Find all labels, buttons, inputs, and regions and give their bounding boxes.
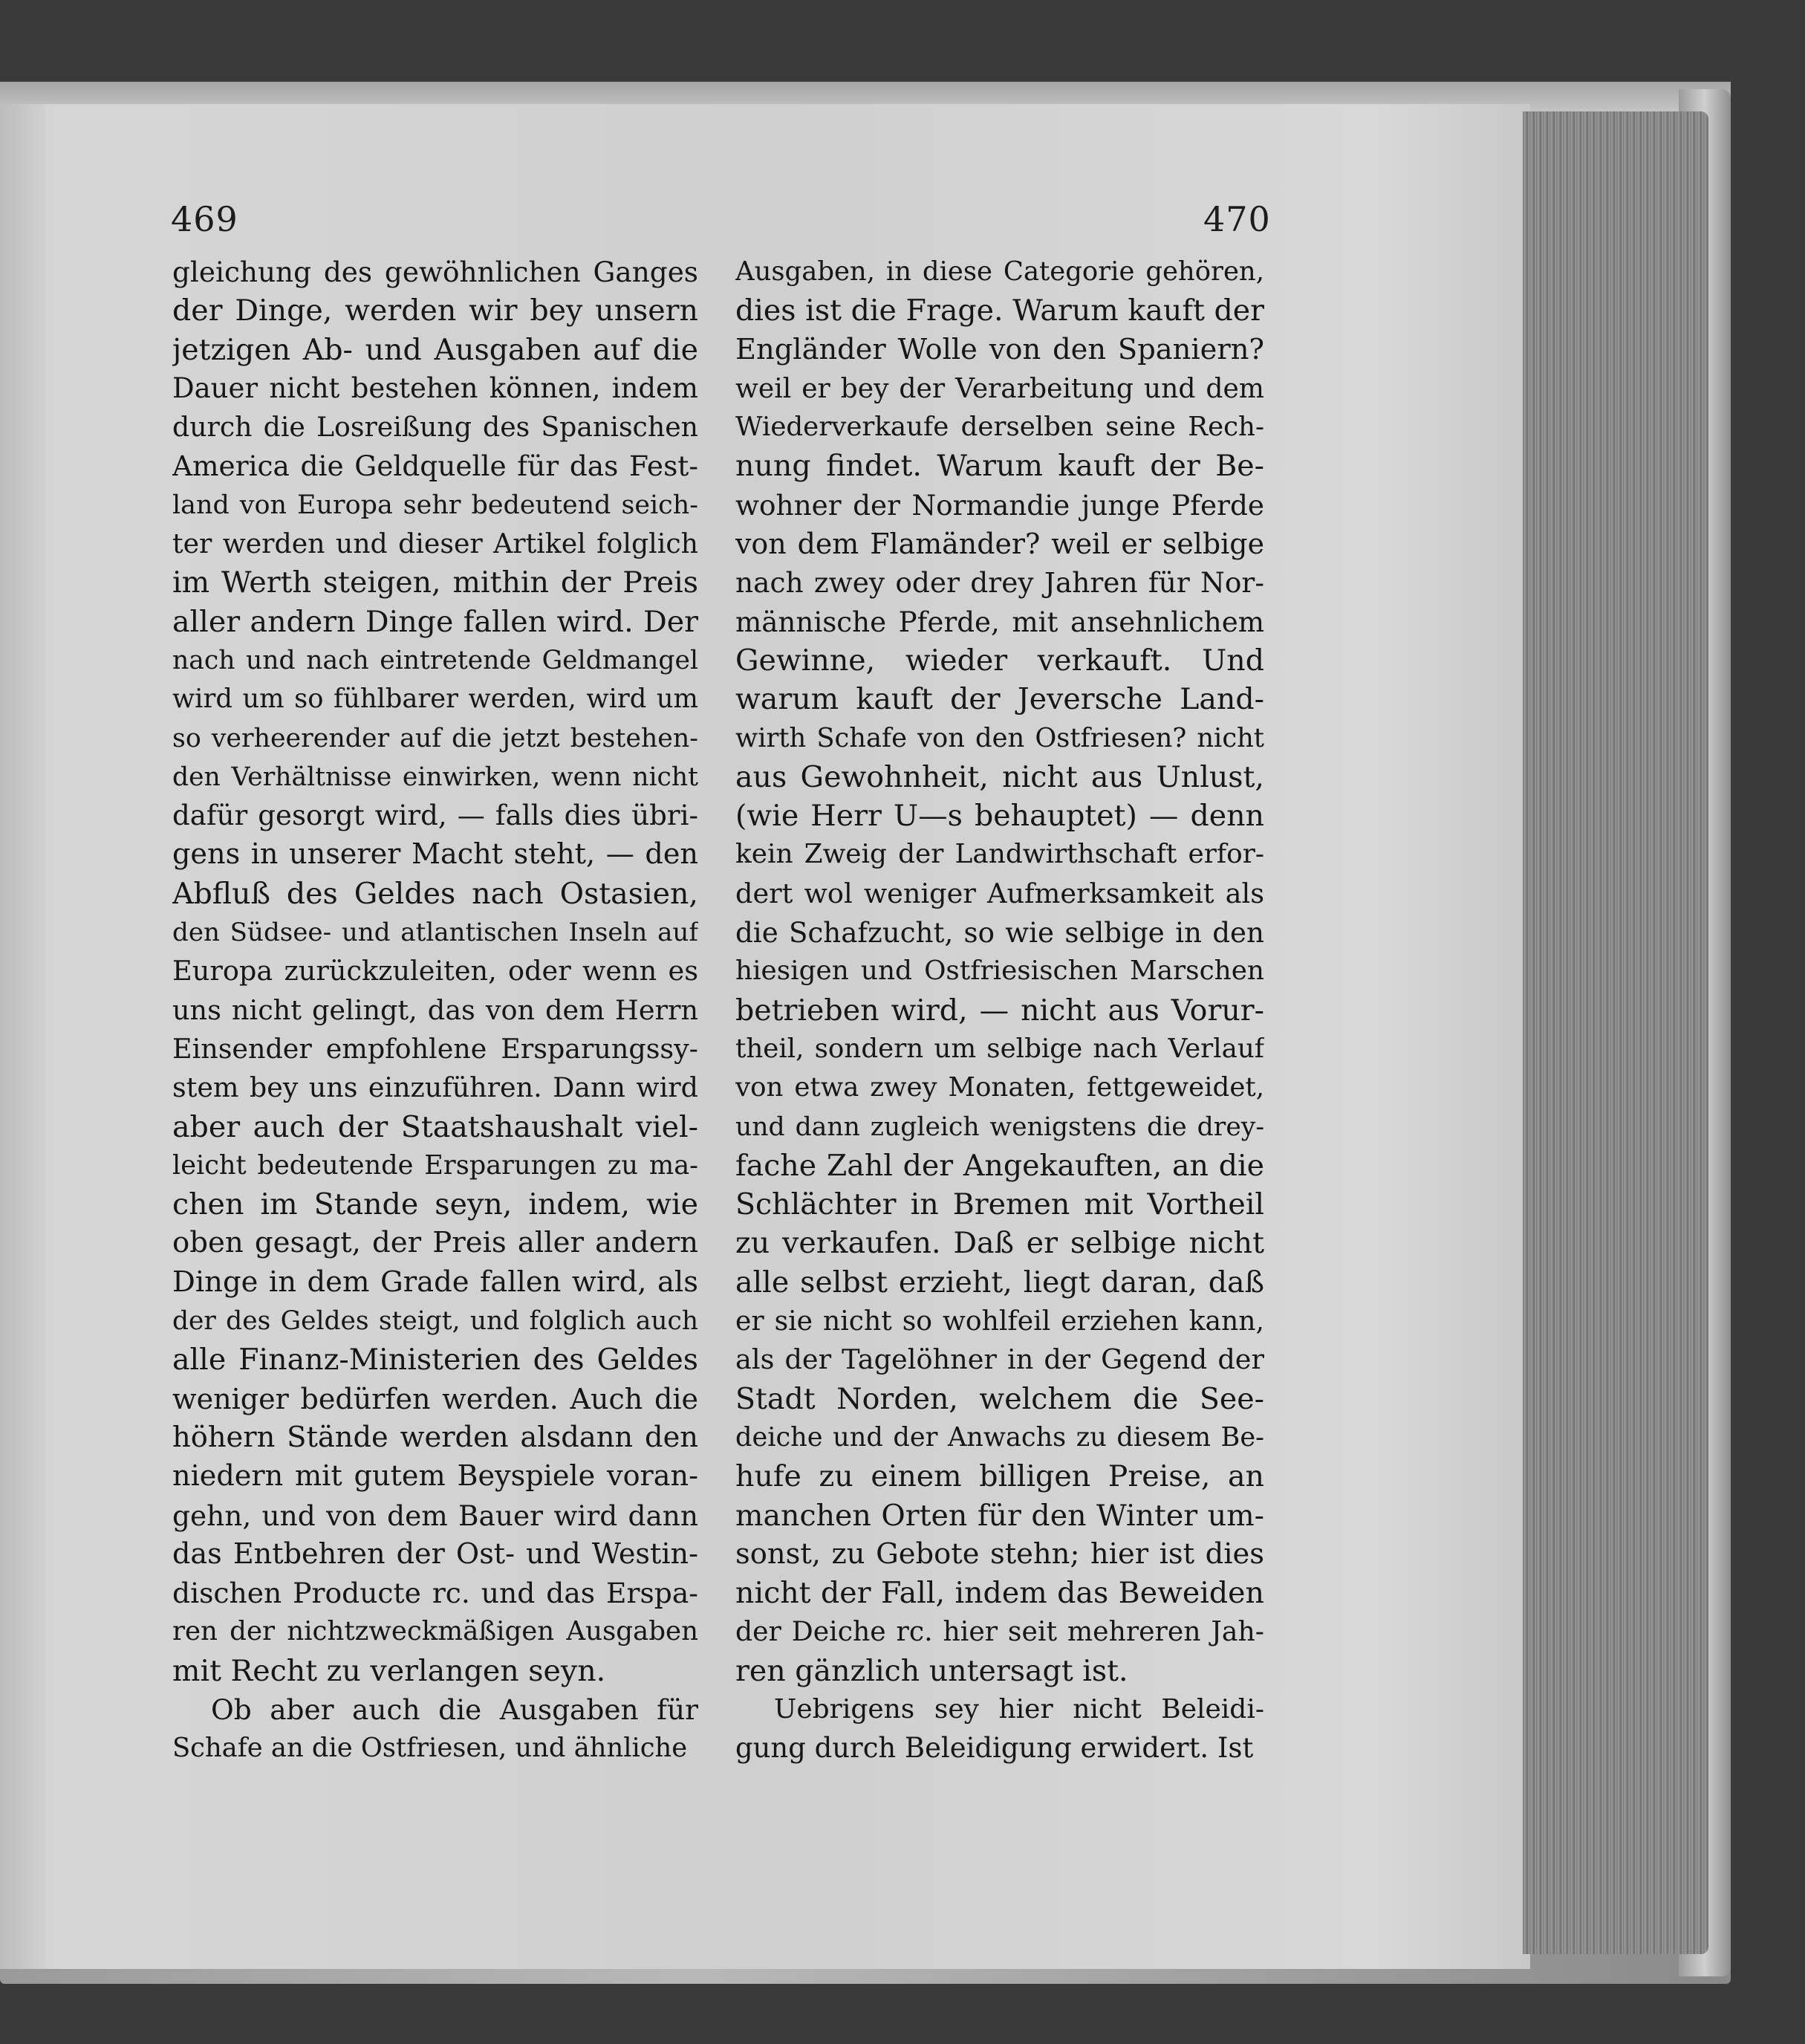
text-line: alle selbst erzieht, liegt daran, daß (735, 1265, 1264, 1300)
text-line: Europa zurückzuleiten, oder wenn es (172, 955, 698, 987)
text-line: gehn, und von dem Bauer wird dann (172, 1499, 698, 1532)
text-line: weil er bey der Verarbeitung und dem (735, 372, 1264, 404)
text-line: Dauer nicht bestehen können, indem (172, 372, 698, 404)
text-line: leicht bedeutende Ersparungen zu ma- (172, 1149, 698, 1181)
text-line: ren der nichtzweckmäßigen Ausgaben (172, 1616, 698, 1647)
text-line: den Verhältnisse einwirken, wenn nicht (172, 762, 698, 792)
text-line: nach und nach eintretende Geldmangel (172, 645, 698, 675)
text-line: von dem Flamänder? weil er selbige (735, 528, 1264, 561)
text-line: Gewinne, wieder verkauft. Und (735, 643, 1264, 678)
text-line: manchen Orten für den Winter um- (735, 1498, 1264, 1533)
text-line: Abfluß des Geldes nach Ostasien, (172, 876, 698, 911)
text-line: den Südsee- und atlantischen Inseln auf (172, 918, 698, 948)
text-line: ter werden und dieser Artikel folglich (172, 528, 698, 560)
text-line: dafür gesorgt wird, — falls dies übri- (172, 799, 698, 832)
left-page-edge (0, 104, 45, 1969)
right-page-text (735, 253, 1264, 1768)
text-line: sonst, zu Gebote stehn; hier ist dies (735, 1537, 1264, 1571)
text-line: (wie Herr U—s behauptet) — denn (735, 799, 1264, 834)
text-line: America die Geldquelle für das Fest- (172, 450, 698, 483)
text-line: chen im Stande seyn, indem, wie (172, 1187, 698, 1222)
text-line: nung findet. Warum kauft der Be- (735, 449, 1264, 484)
text-line: fache Zahl der Angekauften, an die (735, 1148, 1264, 1183)
text-line: Uebrigens sey hier nicht Beleidi- (774, 1693, 1264, 1725)
text-line: gleichung des gewöhnlichen Ganges (172, 256, 698, 288)
page-stack-edge (1523, 111, 1708, 1954)
text-line: deiche und der Anwachs zu diesem Be- (735, 1421, 1264, 1453)
text-line: männische Pferde, mit ansehnlichem (735, 605, 1264, 638)
text-line: dies ist die Frage. Warum kauft der (735, 293, 1264, 328)
text-line: Stadt Norden, welchem die See- (735, 1381, 1264, 1416)
text-line: Schafe an die Ostfriesen, und ähnliche (172, 1733, 688, 1764)
text-line: Ausgaben, in diese Categorie gehören, (735, 256, 1264, 287)
text-line: Wiederverkaufe derselben seine Rech- (735, 412, 1264, 443)
text-line: oben gesagt, der Preis aller andern (172, 1226, 698, 1260)
text-line: gung durch Beleidigung erwidert. Ist (735, 1732, 1254, 1765)
text-line: hiesigen und Ostfriesischen Marschen (735, 956, 1264, 987)
text-line: nach zwey oder drey Jahren für Nor- (735, 566, 1264, 600)
text-line: aber auch der Staatshaushalt viel- (172, 1109, 698, 1144)
text-line: dischen Producte rc. und das Erspa- (172, 1577, 698, 1610)
text-line: das Entbehren der Ost- und Westin- (172, 1537, 698, 1571)
text-line: alle Finanz-Ministerien des Geldes (172, 1343, 698, 1378)
text-line: höhern Stände werden alsdann den (172, 1420, 698, 1454)
text-line: der Dinge, werden wir bey unsern (172, 293, 698, 328)
text-line: als der Tagelöhner in der Gegend der (735, 1343, 1264, 1376)
text-line: stem bey uns einzuführen. Dann wird (172, 1071, 698, 1104)
text-line: der des Geldes steigt, und folglich auch (172, 1306, 698, 1337)
text-line: so verheerender auf die jetzt bestehen- (172, 723, 698, 753)
text-line: zu verkaufen. Daß er selbige nicht (735, 1226, 1264, 1261)
text-line: dert wol weniger Aufmerksamkeit als (735, 877, 1264, 909)
text-line: wohner der Normandie junge Pferde (735, 488, 1264, 522)
text-line: Engländer Wolle von den Spaniern? (735, 332, 1264, 366)
text-line: land von Europa sehr bedeutend seich- (172, 490, 698, 520)
text-line: Ob aber auch die Ausgaben für (211, 1693, 698, 1726)
text-line: Schlächter in Bremen mit Vortheil (735, 1187, 1264, 1222)
text-line: Einsender empfohlene Ersparungssy- (172, 1032, 698, 1065)
text-line: ren gänzlich untersagt ist. (735, 1653, 1128, 1688)
text-line: warum kauft der Jeversche Land- (735, 682, 1264, 717)
text-line: wirth Schafe von den Ostfriesen? nicht (735, 722, 1264, 753)
text-line: der Deiche rc. hier seit mehreren Jah- (735, 1615, 1264, 1648)
text-line: aus Gewohnheit, nicht aus Unlust, (735, 759, 1264, 794)
page-number-left: 469 (171, 199, 238, 239)
text-line: gens in unserer Macht steht, — den (172, 838, 698, 872)
text-line: durch die Losreißung des Spanischen (172, 411, 698, 444)
text-line: niedern mit gutem Beyspiele voran- (172, 1460, 698, 1493)
text-line: weniger bedürfen werden. Auch die (172, 1382, 698, 1415)
text-line: im Werth steigen, mithin der Preis (172, 565, 698, 600)
left-page-text (172, 253, 698, 1768)
text-line: er sie nicht so wohlfeil erziehen kann, (735, 1305, 1264, 1337)
text-line: und dann zugleich wenigstens die drey- (735, 1112, 1264, 1142)
text-line: mit Recht zu verlangen seyn. (172, 1653, 606, 1688)
text-line: Dinge in dem Grade fallen wird, als (172, 1265, 698, 1299)
text-line: uns nicht gelingt, das von dem Herrn (172, 993, 698, 1026)
text-line: die Schafzucht, so wie selbige in den (735, 916, 1264, 950)
text-line: nicht der Fall, indem das Beweiden (735, 1576, 1264, 1611)
text-line: theil, sondern um selbige nach Verlauf (735, 1033, 1264, 1064)
text-line: jetzigen Ab- und Ausgaben auf die (172, 332, 698, 367)
page-number-right: 470 (1203, 199, 1271, 239)
text-line: von etwa zwey Monaten, fettgeweidet, (735, 1072, 1264, 1103)
text-line: wird um so fühlbarer werden, wird um (172, 684, 698, 715)
text-line: aller andern Dinge fallen wird. Der (172, 604, 698, 639)
text-line: kein Zweig der Landwirthschaft erfor- (735, 839, 1264, 870)
text-line: hufe zu einem billigen Preise, an (735, 1459, 1264, 1494)
text-line: betrieben wird, — nicht aus Vorur- (735, 993, 1264, 1028)
